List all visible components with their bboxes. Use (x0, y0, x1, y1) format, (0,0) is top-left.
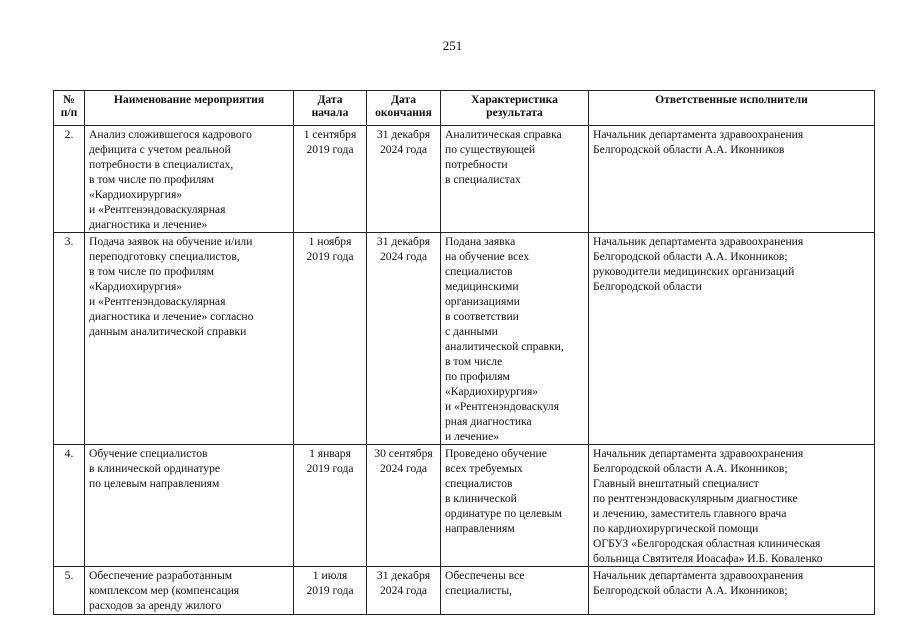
responsible-persons: Начальник департамента здравоохранения Белгородской области А.А. Иконников; руководители медицинских организаций Белгородской области (589, 233, 875, 445)
responsible-persons: Начальник департамента здравоохранения Белгородской области А.А. Иконников; (589, 567, 875, 615)
page-number: 251 (442, 38, 463, 53)
header-end-date: Дата окончания (367, 91, 441, 126)
end-date: 31 декабря 2024 года (367, 567, 441, 615)
result-description: Аналитическая справка по существующей потребности в специалистах (441, 126, 589, 233)
header-responsible: Ответственные исполнители (589, 91, 875, 126)
result-description: Обеспечены все специалисты, (441, 567, 589, 615)
responsible-persons: Начальник департамента здравоохранения Белгородской области А.А. Иконников (589, 126, 875, 233)
activity-name: Обеспечение разработанным комплексом мер (компенсация расходов за аренду жилого (85, 567, 294, 615)
table-row (54, 567, 875, 615)
end-date: 31 декабря 2024 года (367, 126, 441, 233)
activity-name: Подача заявок на обучение и/или переподготовку специалистов, в том числе по профилям «Кардиохирургия» и «Рентгенэндоваскулярная диагностика и лечение» согласно данным аналитической справки (85, 233, 294, 445)
result-description: Подана заявка на обучение всех специалистов медицинскими организациями в соответствии с данными аналитической справки, в том числе по профилям «Кардиохирургия» и «Рентгенэндоваскуля рная диагностика и лечение» (441, 233, 589, 445)
start-date: 1 сентября 2019 года (294, 126, 367, 233)
row-number: 4. (54, 445, 85, 567)
start-date: 1 июля 2019 года (294, 567, 367, 615)
row-number: 2. (54, 126, 85, 233)
header-activity-name: Наименование мероприятия (85, 91, 294, 126)
table-row (54, 445, 875, 567)
header-start-date: Дата начала (294, 91, 367, 126)
result-description: Проведено обучение всех требуемых специалистов в клинической ординатуре по целевым направлениям (441, 445, 589, 567)
end-date: 30 сентября 2024 года (367, 445, 441, 567)
header-number: № п/п (54, 91, 85, 126)
table-header-row (54, 91, 875, 126)
row-number: 5. (54, 567, 85, 615)
table-row (54, 233, 875, 445)
activity-name: Анализ сложившегося кадрового дефицита с учетом реальной потребности в специалистах, в том числе по профилям «Кардиохирургия» и «Рентгенэндоваскулярная диагностика и лечение» (85, 126, 294, 233)
start-date: 1 января 2019 года (294, 445, 367, 567)
activity-name: Обучение специалистов в клинической ординатуре по целевым направлениям (85, 445, 294, 567)
row-number: 3. (54, 233, 85, 445)
end-date: 31 декабря 2024 года (367, 233, 441, 445)
activities-table (53, 90, 875, 615)
table-row (54, 126, 875, 233)
responsible-persons: Начальник департамента здравоохранения Белгородской области А.А. Иконников; Главный внештатный специалист по рентгенэндоваскулярным диагностике и лечению, заместитель главного врача по кардиохирургической помощи ОГБУЗ «Белгородская областная клиническая больница Святителя Иоасафа» И.Б. Коваленко (589, 445, 875, 567)
start-date: 1 ноября 2019 года (294, 233, 367, 445)
header-result: Характеристика результата (441, 91, 589, 126)
